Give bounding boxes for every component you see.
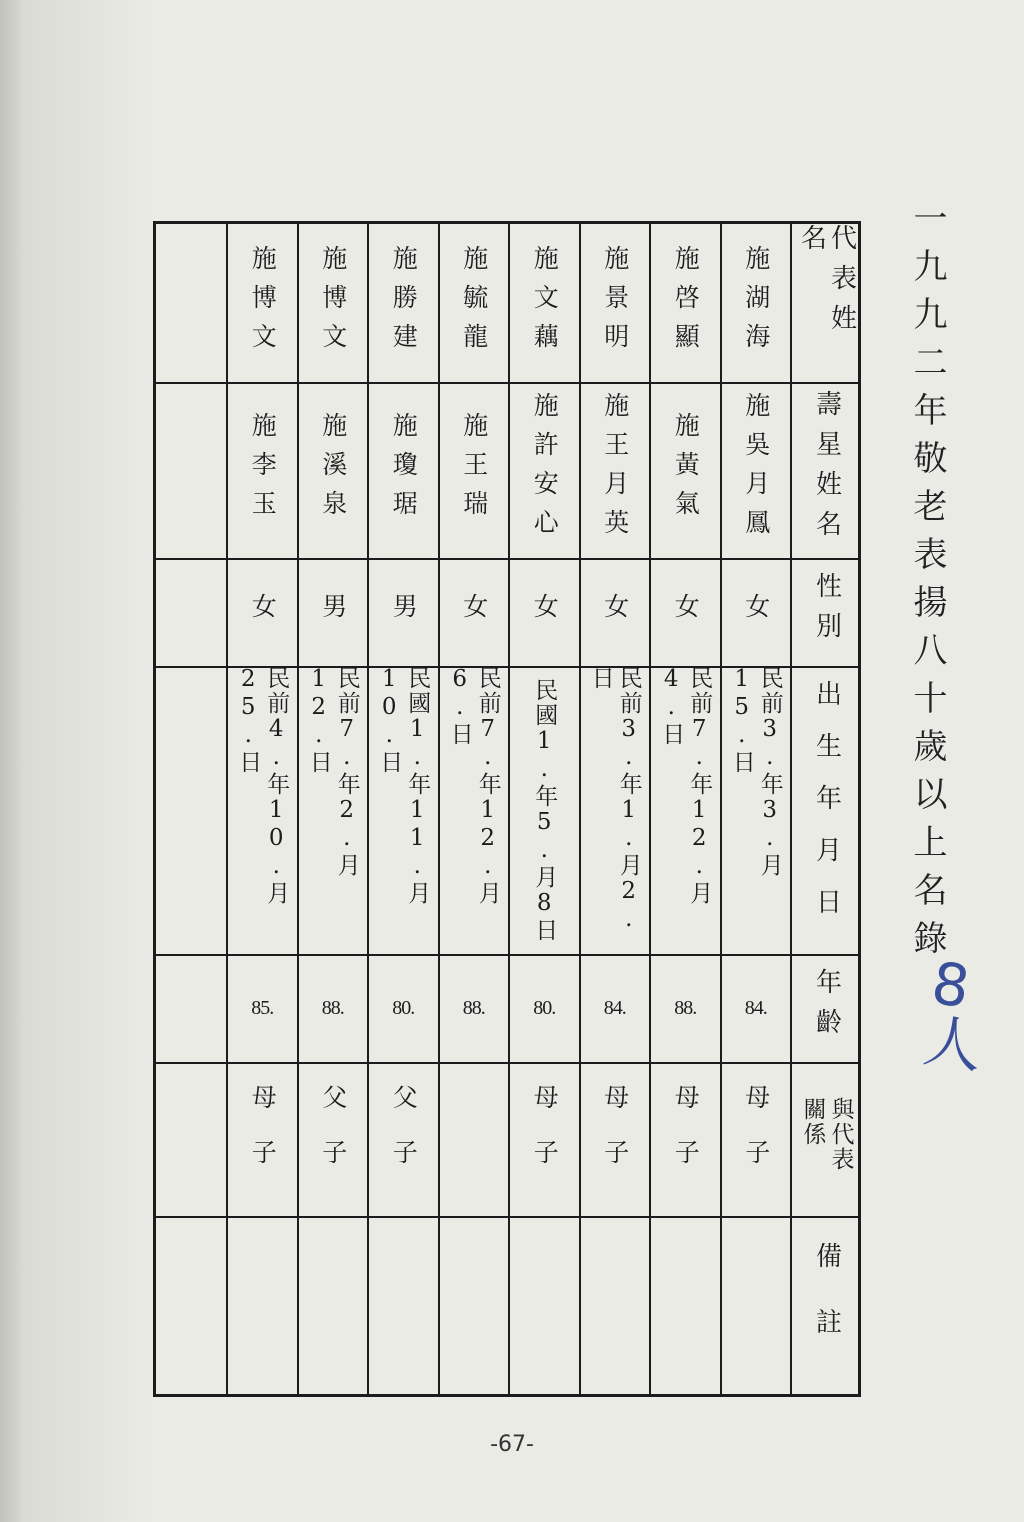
cell-representative: 施啓顯	[671, 244, 701, 362]
header-column	[790, 224, 861, 1394]
cell-birth-date: 民前7.年12.月6.日	[446, 666, 501, 906]
cell-honoree: 施黃氣	[671, 411, 701, 529]
cell-gender: 男	[389, 592, 419, 632]
cell-birth-date: 民前7.年2.月12.日	[305, 666, 360, 878]
cell-remarks	[722, 1216, 791, 1400]
cell-honoree: 施李玉	[248, 411, 278, 529]
cell-age: 88.	[462, 996, 485, 1019]
cell-remarks	[299, 1216, 368, 1400]
record-column	[508, 224, 579, 1394]
cell-birth-date: 民國1.年5.月8日	[531, 677, 558, 943]
cell-relation	[440, 1062, 509, 1216]
cell-relation	[156, 1062, 227, 1216]
cell-age: 84.	[603, 996, 626, 1019]
cell-remarks	[651, 1216, 720, 1400]
separator-line	[156, 382, 858, 384]
cell-representative: 施文藕	[530, 244, 560, 362]
cell-remarks	[440, 1216, 509, 1400]
separator-line	[156, 954, 858, 956]
record-column	[297, 224, 368, 1394]
separator-line	[156, 1216, 858, 1218]
cell-age	[156, 954, 227, 1062]
cell-representative: 施湖海	[741, 244, 771, 362]
header-age: 年齡	[811, 968, 842, 1048]
cell-relation: 母子	[671, 1084, 701, 1194]
cell-representative: 施景明	[600, 244, 630, 362]
cell-age: 88.	[321, 996, 344, 1019]
cell-honoree: 施王月英	[600, 392, 630, 548]
cell-age: 88.	[674, 996, 697, 1019]
handwritten-count: 8人	[919, 948, 987, 1082]
cell-relation: 父子	[318, 1084, 348, 1194]
cell-remarks	[228, 1216, 297, 1400]
show-through-area	[0, 0, 150, 1522]
document-title: 一九九二年敬老表揚八十歲以上名錄	[907, 200, 947, 968]
header-honoree: 壽星姓名	[811, 390, 842, 550]
cell-honoree: 施許安心	[530, 392, 560, 548]
cell-remarks	[156, 1216, 227, 1400]
record-column	[579, 224, 650, 1394]
header-relation: 與代表關係	[799, 1097, 854, 1172]
cell-honoree: 施王瑞	[459, 411, 489, 529]
cell-age: 85.	[251, 996, 274, 1019]
cell-relation: 父子	[389, 1084, 419, 1194]
cell-birth-date: 民國1.年11.月10.日	[376, 666, 431, 906]
cell-representative	[156, 224, 227, 382]
cell-remarks	[510, 1216, 579, 1400]
cell-representative: 施毓龍	[459, 244, 489, 362]
roster-table	[153, 221, 861, 1397]
cell-remarks	[581, 1216, 650, 1400]
separator-line	[156, 666, 858, 668]
cell-remarks	[369, 1216, 438, 1400]
cell-honoree: 施吳月鳳	[741, 392, 771, 548]
record-column	[226, 224, 297, 1394]
cell-birth-date: 民前3.年3.月15.日	[728, 666, 783, 878]
record-column	[367, 224, 438, 1394]
cell-birth-date: 民前4.年10.月25.日	[235, 666, 290, 906]
cell-birth-date	[156, 666, 227, 954]
record-column	[720, 224, 791, 1394]
cell-representative: 施博文	[318, 244, 348, 362]
header-representative: 代表姓名	[796, 224, 857, 344]
cell-relation: 母子	[741, 1084, 771, 1194]
cell-age: 84.	[744, 996, 767, 1019]
cell-representative: 施勝建	[389, 244, 419, 362]
page-number: -67-	[490, 1432, 534, 1457]
record-column	[649, 224, 720, 1394]
cell-gender: 男	[318, 592, 348, 632]
cell-gender: 女	[530, 592, 560, 632]
record-column	[156, 224, 227, 1394]
cell-gender	[156, 558, 227, 666]
cell-gender: 女	[459, 592, 489, 632]
cell-honoree	[156, 382, 227, 558]
header-remarks: 備註	[811, 1242, 842, 1374]
cell-birth-date: 民前7.年12.月4.日	[658, 666, 713, 906]
cell-age: 80.	[392, 996, 415, 1019]
header-birth-date: 出生年月日	[811, 680, 842, 940]
separator-line	[156, 558, 858, 560]
cell-gender: 女	[671, 592, 701, 632]
cell-representative: 施博文	[248, 244, 278, 362]
cell-gender: 女	[741, 592, 771, 632]
cell-honoree: 施溪泉	[318, 411, 348, 529]
cell-gender: 女	[600, 592, 630, 632]
cell-gender: 女	[248, 592, 278, 632]
cell-relation: 母子	[248, 1084, 278, 1194]
header-gender: 性別	[811, 572, 842, 652]
separator-line	[156, 1062, 858, 1064]
cell-age: 80.	[533, 996, 556, 1019]
cell-relation: 母子	[600, 1084, 630, 1194]
cell-relation: 母子	[530, 1084, 560, 1194]
cell-birth-date: 民前3.年1.月2.日	[587, 666, 642, 934]
cell-honoree: 施瓊琚	[389, 411, 419, 529]
record-column	[438, 224, 509, 1394]
